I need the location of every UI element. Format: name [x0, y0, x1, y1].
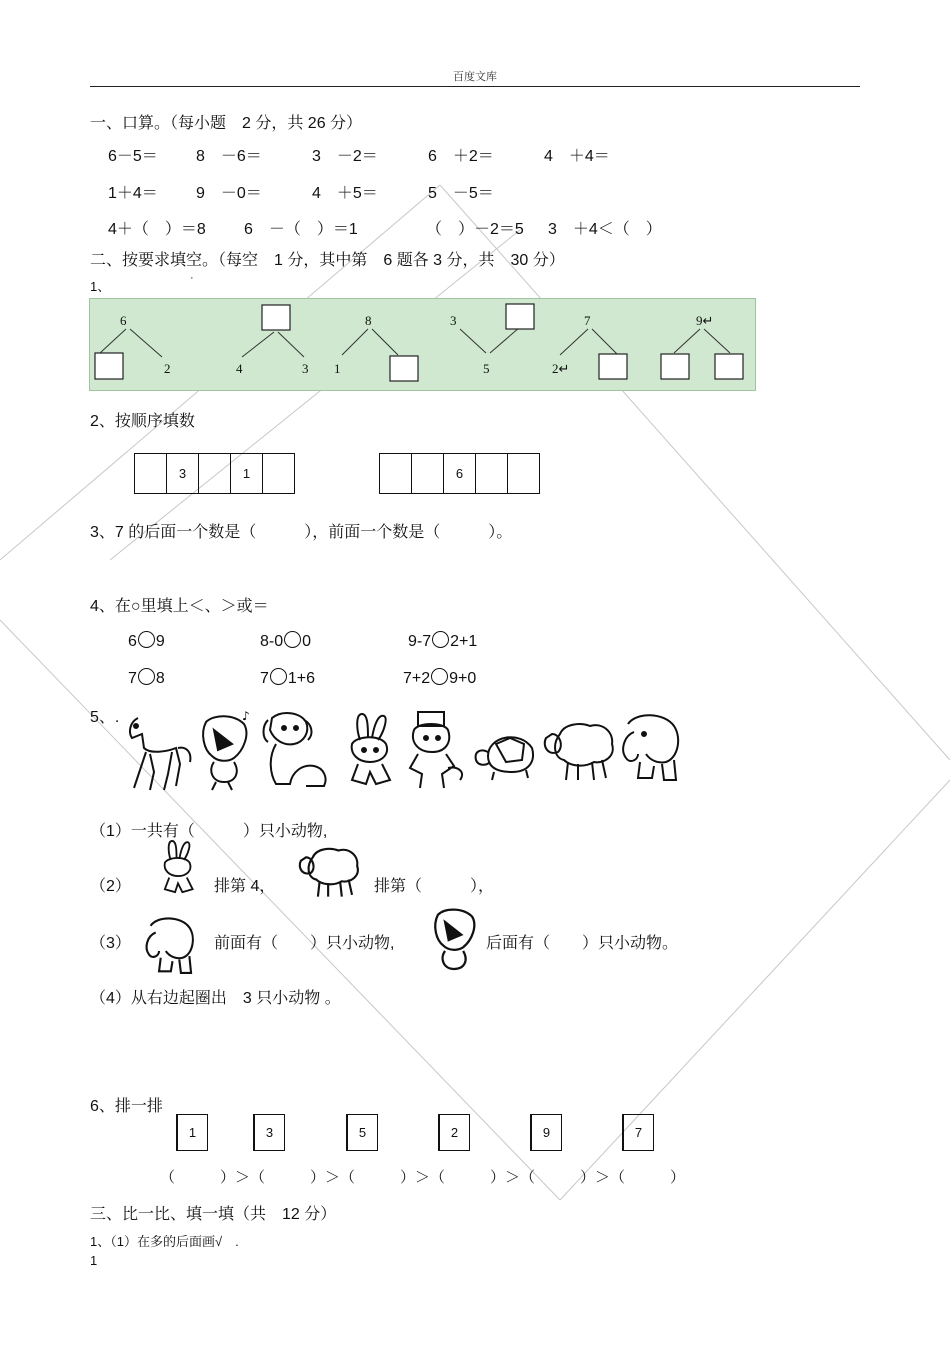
horse-icon [120, 708, 200, 794]
bond-number: 6 [120, 313, 127, 328]
compare-right: 9 [155, 633, 165, 650]
compare-item [128, 631, 165, 651]
bond-number: 3 [302, 361, 309, 376]
compare-item [260, 631, 311, 651]
bond-number: 1 [334, 361, 341, 376]
monkey-icon [400, 708, 468, 792]
section3-heading: 三、比一比、填一填（共 12 分） [90, 1206, 337, 1223]
footer-number: 1 [90, 1253, 98, 1268]
bond-number: 2 [164, 361, 171, 376]
q5-label: 5、. [90, 709, 120, 726]
compare-item [128, 668, 165, 688]
calc-item: 8 －6＝ [196, 148, 262, 165]
sort-number-box: 3 [253, 1114, 285, 1151]
bond-number: 8 [365, 313, 372, 328]
bond-number: 5 [483, 361, 490, 376]
compare-item [403, 668, 476, 688]
svg-text:♪: ♪ [242, 710, 250, 723]
rabbit-icon [148, 838, 208, 898]
compare-left: 7+2 [403, 670, 431, 687]
compare-left: 9-7 [408, 633, 432, 650]
calc-item: 5 －5＝ [428, 185, 494, 202]
sequence-cell[interactable] [476, 454, 508, 493]
sequence-cell: 1 [231, 454, 263, 493]
q1-label: 1、 [90, 279, 111, 294]
compare-right: 1+6 [287, 670, 316, 687]
compare-item [408, 631, 477, 651]
number-bond-panel [89, 298, 756, 391]
section1-heading: 一、口算。（每小题 2 分，共 26 分） [90, 115, 363, 132]
calc-item: 4 ＋5＝ [312, 185, 378, 202]
q2-label: 2、按顺序填数 [90, 413, 195, 430]
sequence-cell[interactable] [380, 454, 412, 493]
sort-answer-line[interactable]: （ ）＞（ ）＞（ ）＞（ ）＞（ ）＞（ ） [160, 1169, 686, 1186]
q1-mark: · [190, 272, 194, 284]
q5-2-mid: 排第 4， [214, 878, 276, 895]
compare-circle[interactable] [138, 631, 155, 648]
compare-left: 7 [260, 670, 269, 687]
q5-1-text: （1）一共有（ ）只小动物, [90, 823, 328, 840]
bond-number: 7 [584, 313, 591, 328]
number-bond-lines [90, 299, 755, 390]
q5-2-suffix: 排第（ ）， [374, 878, 495, 895]
sort-number-box: 7 [622, 1114, 654, 1151]
calc-item: 6 ＋2＝ [428, 148, 494, 165]
section3-q1: 1、（1）在多的后面画√ . [90, 1234, 239, 1249]
calc-item: （ ）－2＝5 [426, 221, 524, 238]
compare-circle[interactable] [138, 668, 155, 685]
calc-item: 1＋4＝ [108, 185, 158, 202]
calc-item: 4＋（ ）＝8 [108, 221, 206, 238]
compare-right: 9+0 [449, 670, 477, 687]
compare-circle[interactable] [431, 668, 448, 685]
calc-item: 6－5＝ [108, 148, 158, 165]
compare-right: 0 [302, 633, 312, 650]
sequence-cell: 3 [167, 454, 199, 493]
compare-circle[interactable] [284, 631, 301, 648]
q5-2-prefix: （2） [90, 878, 131, 895]
sequence-boxes-1 [134, 453, 295, 494]
calc-item: 3 －2＝ [312, 148, 378, 165]
bird-icon [194, 710, 256, 792]
compare-left: 6 [128, 633, 137, 650]
compare-item [260, 668, 315, 688]
section2-heading: 二、按要求填空。（每空 1 分，其中第 6 题各 3 分，共 30 分） [90, 252, 565, 269]
sheep-icon [540, 716, 618, 784]
q5-3-mid: 前面有（ ）只小动物, [214, 935, 395, 952]
elephant-icon [130, 914, 210, 978]
bird-icon [420, 904, 490, 978]
compare-circle[interactable] [270, 668, 287, 685]
compare-circle[interactable] [432, 631, 449, 648]
compare-right: 2+1 [450, 633, 478, 650]
sequence-cell[interactable] [263, 454, 294, 493]
q5-3-suffix: 后面有（ ）只小动物。 [486, 935, 679, 952]
calc-item: 6 －（ ）＝1 [244, 221, 358, 238]
sequence-cell[interactable] [135, 454, 167, 493]
sequence-cell[interactable] [508, 454, 539, 493]
sort-number-box: 9 [530, 1114, 562, 1151]
calc-item: 4 ＋4＝ [544, 148, 610, 165]
q3-text: 3、7 的后面一个数是（ ），前面一个数是（ ）。 [90, 524, 513, 541]
q5-3-prefix: （3） [90, 935, 131, 952]
q4-label: 4、在○里填上＜、＞或＝ [90, 598, 269, 615]
bond-number: 3 [450, 313, 457, 328]
sequence-cell[interactable] [199, 454, 231, 493]
sequence-cell[interactable] [412, 454, 444, 493]
q5-4-text: （4）从右边起圈出 3 只小动物 。 [90, 990, 341, 1007]
turtle-icon [470, 722, 538, 784]
bond-number: 2↵ [552, 361, 570, 376]
header-divider [90, 86, 860, 87]
sort-number-box: 1 [176, 1114, 208, 1151]
rabbit-icon [340, 710, 400, 792]
calc-item: 9 －0＝ [196, 185, 262, 202]
sort-number-box: 2 [438, 1114, 470, 1151]
compare-left: 8-0 [260, 633, 284, 650]
sequence-cell: 6 [444, 454, 476, 493]
compare-right: 8 [155, 670, 165, 687]
dog-icon [258, 708, 336, 792]
bond-number: 9↵ [696, 313, 714, 328]
q6-label: 6、排一排 [90, 1098, 163, 1115]
sheep-icon [292, 842, 366, 900]
bond-number: 4 [236, 361, 243, 376]
elephant-icon [618, 710, 684, 786]
calc-item: 3 ＋4＜（ ） [548, 221, 662, 238]
sort-number-box: 5 [346, 1114, 378, 1151]
compare-left: 7 [128, 670, 137, 687]
sequence-boxes-2 [379, 453, 540, 494]
header-title: 百度文库 [453, 71, 497, 83]
